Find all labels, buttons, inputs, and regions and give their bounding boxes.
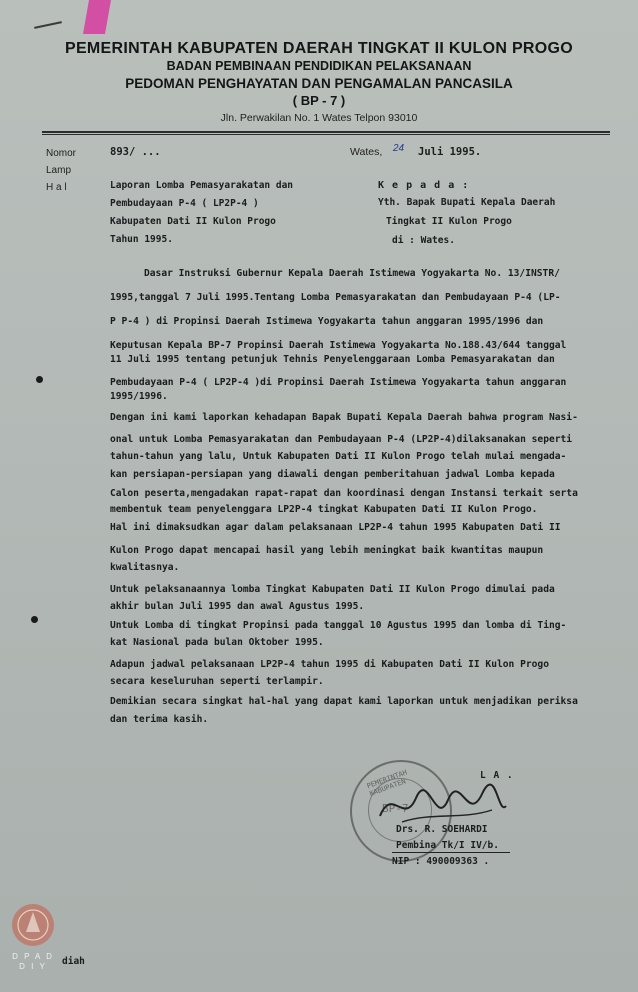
body-line: membentuk team penyelenggara LP2P-4 tingkat Kabupaten Dati II Kulon Progo. (110, 504, 538, 515)
body-line: 11 Juli 1995 tentang petunjuk Tehnis Penyelenggaraan Lomba Pemasyarakatan dan (110, 354, 555, 365)
binder-hole (31, 616, 38, 623)
addressee-line: Yth. Bapak Bupati Kepala Daerah (378, 197, 556, 208)
lamp-label: Lamp (46, 165, 72, 176)
body-line: Dengan ini kami laporkan kehadapan Bapak Bupati Kepala Daerah bahwa program Nasi- (110, 412, 578, 423)
body-line: Keputusan Kepala BP-7 Propinsi Daerah Istimewa Yogyakarta No.188.43/644 tanggal (110, 340, 567, 351)
hal-line: Laporan Lomba Pemasyarakatan dan (110, 180, 294, 191)
date-day-handwritten: 24 (393, 143, 405, 154)
hal-line: Pembudayaan P-4 ( LP2P-4 ) (110, 198, 259, 209)
watermark-line2: D I Y (19, 962, 47, 971)
footer-note: diah (62, 956, 85, 967)
body-line: Hal ini dimaksudkan agar dalam pelaksanaan LP2P-4 tahun 1995 Kabupaten Dati II (110, 522, 561, 533)
date-rest: Juli 1995. (418, 146, 482, 158)
letterhead-rule (42, 131, 610, 133)
body-line: Kulon Progo dapat mencapai hasil yang lebih meningkat baik kwantitas maupun (110, 545, 544, 556)
stamp-arc-text: PEMERINTAH KABUPATEN (365, 768, 409, 798)
body-line: Untuk pelaksanaannya lomba Tingkat Kabupaten Dati II Kulon Progo dimulai pada (110, 584, 555, 595)
binder-hole (36, 376, 43, 383)
stamp-center-text: BP-7 (382, 802, 409, 815)
addressee-line: Tingkat II Kulon Progo (386, 216, 512, 227)
watermark-line1: D P A D (12, 952, 54, 961)
letterhead-line4: ( BP - 7 ) (292, 93, 346, 108)
hal-label: H a l (46, 182, 67, 193)
body-line: kat Nasional pada bulan Oktober 1995. (110, 637, 324, 648)
kepada-label: K e p a d a : (378, 180, 470, 191)
letterhead-address: Jln. Perwakilan No. 1 Wates Telpon 93010 (220, 112, 418, 124)
signer-name: Drs. R. SOEHARDI (396, 824, 488, 835)
body-line: kan persiapan-persiapan yang diawali dengan pemberitahuan jadwal Lomba kepada (110, 469, 555, 480)
addressee-line: di : Wates. (392, 235, 455, 246)
body-line: 1995/1996. (110, 391, 168, 402)
body-line: Calon peserta,mengadakan rapat-rapat dan koordinasi dengan Instansi terkait serta (110, 488, 578, 499)
archive-watermark-text (10, 952, 56, 972)
body-line: secara keseluruhan seperti terlampir. (110, 676, 324, 687)
nomor-value: 893/ ... (110, 146, 161, 158)
signer-rank: Pembina Tk/I IV/b. (396, 840, 499, 851)
signature-underline (392, 852, 510, 853)
body-line: Adapun jadwal pelaksanaan LP2P-4 tahun 1995 di Kabupaten Dati II Kulon Progo (110, 659, 549, 670)
body-line: P P-4 ) di Propinsi Daerah Istimewa Yogyakarta tahun anggaran 1995/1996 dan (110, 316, 544, 327)
body-line: Pembudayaan P-4 ( LP2P-4 )di Propinsi Daerah Istimewa Yogyakarta tahun anggaran (110, 377, 567, 388)
hal-line: Kabupaten Dati II Kulon Progo (110, 216, 276, 227)
body-line: Demikian secara singkat hal-hal yang dapat kami laporkan untuk menjadikan periksa (110, 696, 578, 707)
signer-nip: NIP : 490009363 . (392, 856, 490, 867)
body-line: kwalitasnya. (110, 562, 180, 573)
letterhead-line2: BADAN PEMBINAAN PENDIDIKAN PELAKSANAAN (166, 59, 472, 73)
body-line: 1995,tanggal 7 Juli 1995.Tentang Lomba Pemasyarakatan dan Pembudayaan P-4 (LP- (110, 292, 561, 303)
body-line: akhir bulan Juli 1995 dan awal Agustus 1995. (110, 601, 365, 612)
body-line: Dasar Instruksi Gubernur Kepala Daerah Istimewa Yogyakarta No. 13/INSTR/ (144, 268, 560, 279)
archive-logo-icon (10, 902, 56, 948)
hal-line: Tahun 1995. (110, 234, 173, 245)
body-line: Untuk Lomba di tingkat Propinsi pada tanggal 10 Agustus 1995 dan lomba di Ting- (110, 620, 567, 631)
letterhead-line3: PEDOMAN PENGHAYATAN DAN PENGAMALAN PANCASILA (125, 76, 513, 91)
date-place: Wates, (350, 146, 383, 158)
signer-title-fragment: L A . (480, 770, 514, 781)
letterhead-line1: PEMERINTAH KABUPATEN DAERAH TINGKAT II KULON PROGO (64, 40, 574, 57)
body-line: dan terima kasih. (110, 714, 209, 725)
body-line: onal untuk Lomba Pemasyarakatan dan Pembudayaan P-4 (LP2P-4)dilaksanakan seperti (110, 434, 573, 445)
letterhead-rule-thin (42, 134, 610, 135)
nomor-label: Nomor (46, 148, 77, 159)
body-line: tahun-tahun yang lalu, Untuk Kabupaten Dati II Kulon Progo telah mulai mengada- (110, 451, 567, 462)
